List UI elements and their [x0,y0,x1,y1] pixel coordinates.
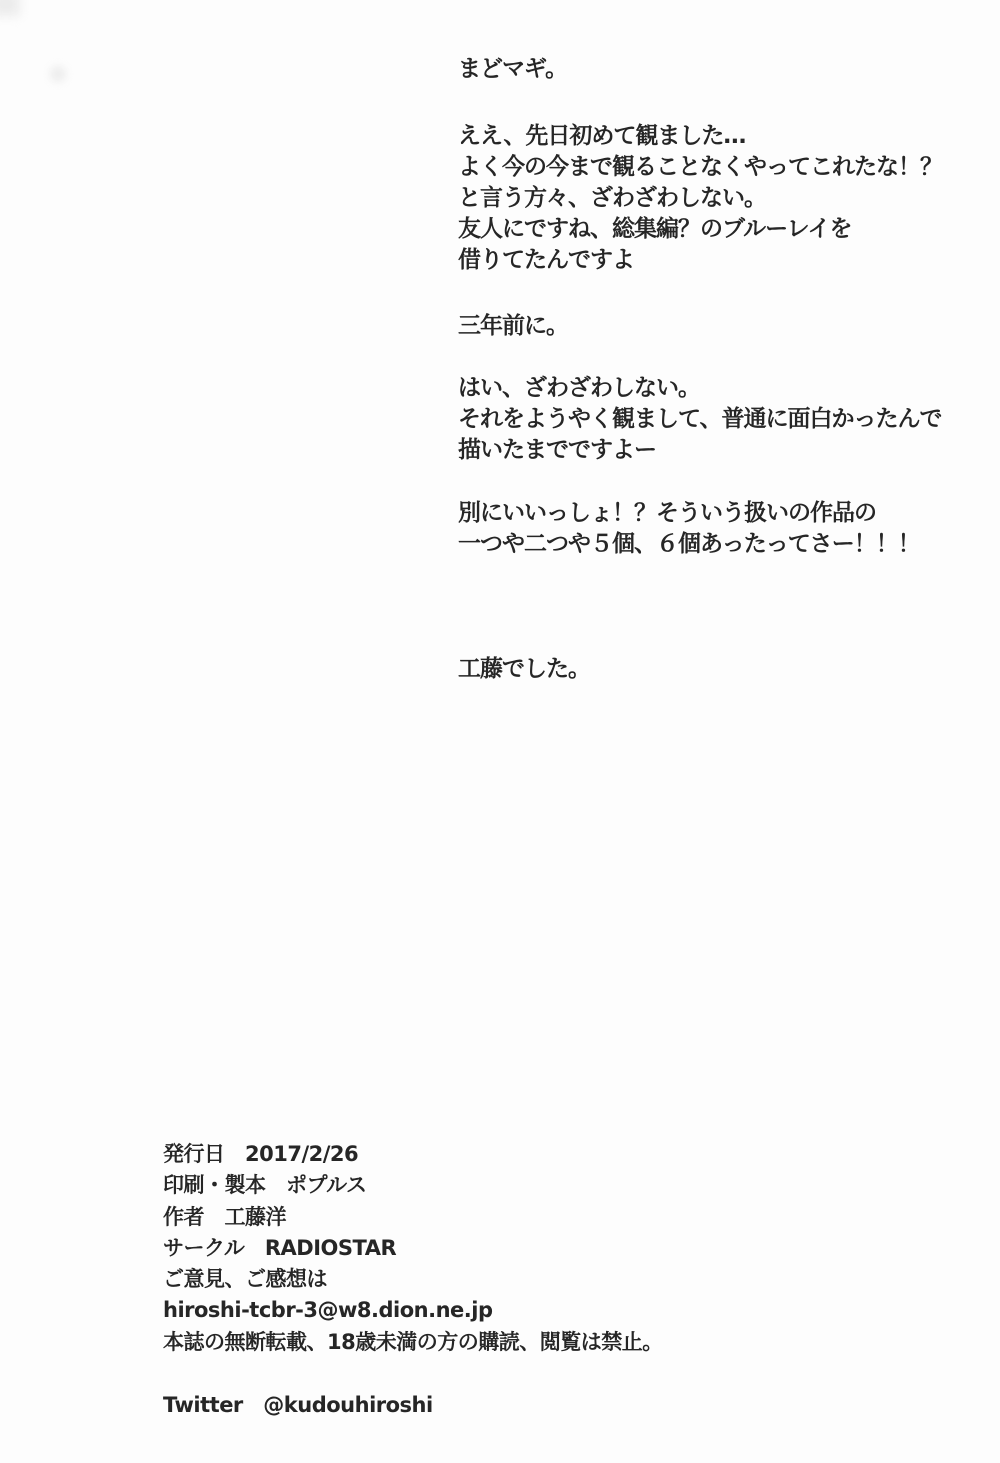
afterword-line: はい、ざわざわしない。 [458,375,700,401]
afterword-paragraph-first-watch [458,121,942,276]
afterword-paragraph-madomagi [458,54,567,85]
disclaimer-line: 本誌の無断転載、18歳未満の方の購読、閲覧は禁止。 [163,1329,663,1354]
afterword-line: 借りてたんですよ [458,247,634,273]
email-line: hiroshi-tcbr-3@w8.dion.ne.jp [163,1298,493,1323]
printer-line: 印刷・製本 ポプルス [163,1173,367,1198]
scan-artifact-smudge [50,66,66,82]
afterword-line: 工藤でした。 [458,656,590,682]
publish-date-line: 発行日 2017/2/26 [163,1142,359,1166]
twitter-handle-line: Twitter @kudouhiroshi [163,1393,433,1417]
author-line: 作者 工藤洋 [163,1204,286,1229]
afterword-line: 三年前に。 [458,313,568,339]
afterword-paragraph-three-years [458,311,568,342]
feedback-line: ご意見、ご感想は [163,1267,327,1292]
afterword-line: 別にいいっしょ！？そういう扱いの作品の [458,500,876,526]
scan-artifact-corner [0,0,20,16]
afterword-paragraph-signoff [458,654,590,685]
afterword-line: 友人にですね、総集編？のブルーレイを [458,216,852,242]
circle-line: サークル RADIOSTAR [163,1235,397,1260]
afterword-line: それをようやく観まして、普通に面白かったんで [458,406,942,432]
afterword-paragraph-excuse [458,498,920,560]
afterword-paragraph-finally-watched [458,373,942,466]
afterword-line: 一つや二つや５個、６個あったってさー！！！ [458,531,920,557]
afterword-line: まどマギ。 [458,56,568,82]
colophon [163,1139,663,1358]
afterword-line: 描いたまでですよー [458,437,656,463]
afterword-line: と言う方々、ざわざわしない。 [458,185,766,211]
afterword-line: よく今の今まで観ることなくやってこれたな！？ [458,154,942,180]
afterword-line: ええ、先日初めて観ました… [458,123,746,149]
